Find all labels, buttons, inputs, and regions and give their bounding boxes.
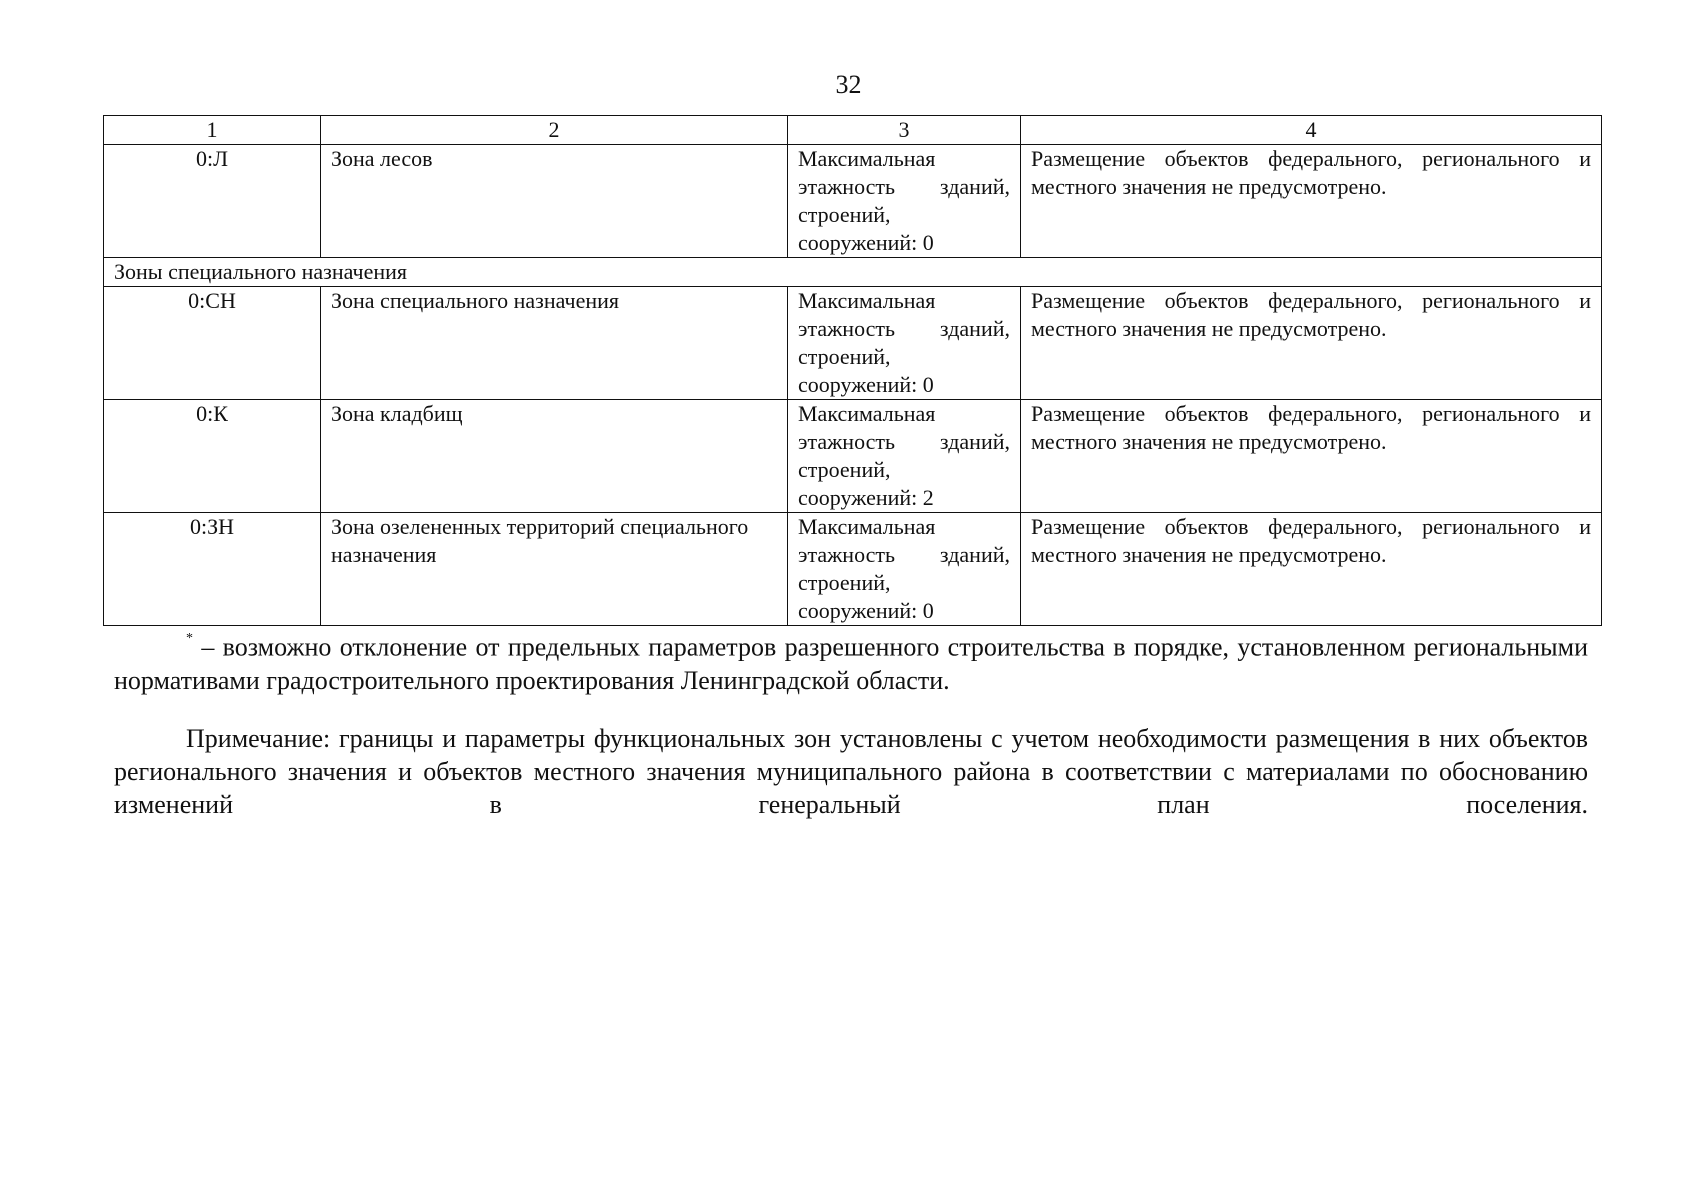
zone-placement: Размещение объектов федерального, регионального и местного значения не предусмотрено. — [1021, 513, 1602, 626]
column-number-3: 3 — [788, 116, 1021, 145]
group-heading: Зоны специального назначения — [104, 258, 1602, 287]
table-row — [104, 145, 1602, 258]
zone-name: Зона лесов — [321, 145, 788, 258]
zone-name: Зона специального назначения — [321, 287, 788, 400]
zone-code: 0:СН — [104, 287, 321, 400]
zone-parameters: Максимальная этажность зданий, строений, сооружений: 2 — [788, 400, 1021, 513]
column-number-2: 2 — [321, 116, 788, 145]
note-paragraph: Примечание: границы и параметры функциональных зон установлены с учетом необходимости размещения в них объектов регионального значения и объектов местного значения муниципального района в соответствии с материалами по обоснованию изменений в генеральный план поселения. — [114, 724, 1588, 819]
footnote-text: – возможно отклонение от предельных параметров разрешенного строительства в порядке, установленном региональными нормативами градостроительного проектирования Ленинградской области. — [114, 632, 1588, 695]
footnote — [114, 626, 1588, 697]
zone-parameters: Максимальная этажность зданий, строений, сооружений: 0 — [788, 145, 1021, 258]
table-header-row — [104, 116, 1602, 145]
column-number-1: 1 — [104, 116, 321, 145]
column-number-4: 4 — [1021, 116, 1602, 145]
zone-code: 0:ЗН — [104, 513, 321, 626]
zone-name: Зона кладбищ — [321, 400, 788, 513]
functional-zones-table — [103, 115, 1602, 626]
zone-code: 0:К — [104, 400, 321, 513]
zone-placement: Размещение объектов федерального, регионального и местного значения не предусмотрено. — [1021, 145, 1602, 258]
table-group-heading-row — [104, 258, 1602, 287]
page-number: 32 — [835, 70, 862, 99]
zone-name: Зона озелененных территорий специального назначения — [321, 513, 788, 626]
zone-placement: Размещение объектов федерального, регионального и местного значения не предусмотрено. — [1021, 287, 1602, 400]
zone-placement: Размещение объектов федерального, регионального и местного значения не предусмотрено. — [1021, 400, 1602, 513]
table-row — [104, 513, 1602, 626]
table-row — [104, 287, 1602, 400]
table-row — [104, 400, 1602, 513]
footnote-marker: * — [186, 631, 193, 646]
zone-parameters: Максимальная этажность зданий, строений, сооружений: 0 — [788, 287, 1021, 400]
zone-parameters: Максимальная этажность зданий, строений, сооружений: 0 — [788, 513, 1021, 626]
footnote-paragraph — [114, 626, 1588, 697]
zone-code: 0:Л — [104, 145, 321, 258]
